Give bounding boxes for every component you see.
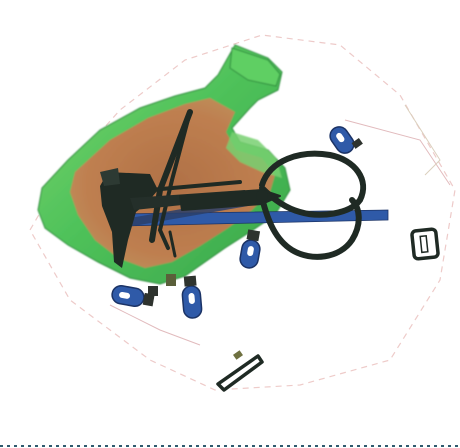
buckle-icon (412, 229, 439, 259)
handle-clip-icon (218, 350, 262, 390)
